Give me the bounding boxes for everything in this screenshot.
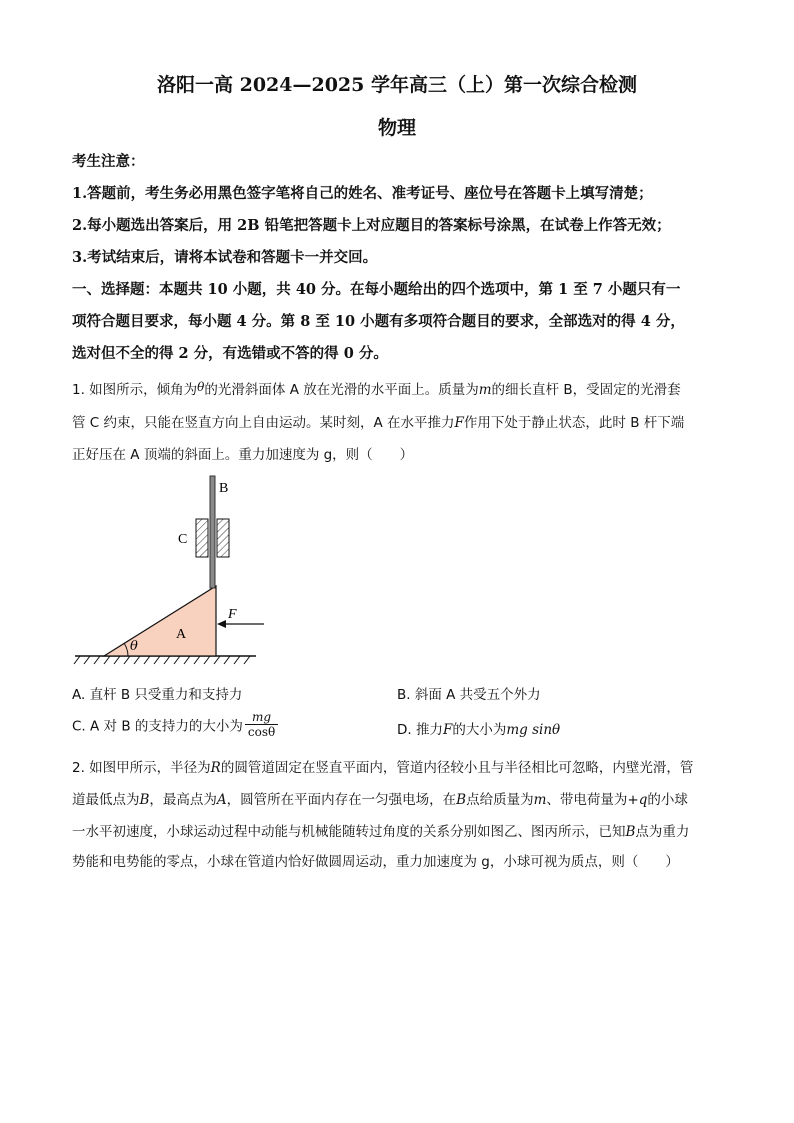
notice-heading: 考生注意： bbox=[72, 153, 145, 170]
section-intro-line-2: 项符合题目要求，每小题 4 分。第 8 至 10 小题有多项符合题目的要求，全部选对的得 4 分， bbox=[72, 313, 685, 330]
q1-figure bbox=[72, 472, 272, 668]
wedge-a-label: A bbox=[176, 627, 187, 642]
sleeve-c-left bbox=[196, 519, 208, 557]
section-intro-line-1: 一、选择题：本题共 10 小题，共 40 分。在每小题给出的四个选项中，第 1 至 7 小题只有一 bbox=[72, 281, 681, 298]
q1-option-c: C. A 对 B 的支持力的大小为 $\frac{mg}{\cos\theta}$ bbox=[72, 710, 278, 739]
q1-stem-line-3: 正好压在 A 顶端的斜面上。重力加速度为 g，则（ ） bbox=[72, 447, 414, 463]
q1-option-b: B. 斜面 A 共受五个外力 bbox=[397, 687, 541, 703]
q1-stem-line-2: 管 C 约束，只能在竖直方向上自由运动。某时刻，A 在水平推力F作用下处于静止状态，此时 B 杆下端 bbox=[72, 415, 685, 431]
notice-item-3: 3.考试结束后，请将本试卷和答题卡一并交回。 bbox=[72, 249, 378, 266]
theta-label: θ bbox=[130, 639, 138, 654]
ground-hatch bbox=[74, 656, 250, 664]
sleeve-c-right bbox=[217, 519, 229, 557]
force-f-arrowhead bbox=[217, 620, 226, 628]
q2-stem-line-1: 2. 如图甲所示，半径为R的圆管道固定在竖直平面内，管道内径较小且与半径相比可忽略，内壁光滑，管 bbox=[72, 760, 694, 776]
q2-stem-line-3: 一水平初速度，小球运动过程中动能与机械能随转过角度的关系分别如图乙、图丙所示，已知B点为重力 bbox=[72, 824, 690, 840]
force-f-label: F bbox=[228, 607, 237, 622]
q1-option-c-fraction: $\frac{mg}{\cos\theta}$ bbox=[245, 710, 278, 739]
exam-title: 洛阳一高 2024—2025 学年高三（上）第一次综合检测 bbox=[157, 74, 637, 96]
rod-b-label: B bbox=[219, 481, 229, 496]
q1-stem-line-1: 1. 如图所示，倾角为θ的光滑斜面体 A 放在光滑的水平面上。质量为m的细长直杆 B，受固定的光滑套 bbox=[72, 380, 681, 398]
section-intro-line-3: 选对但不全的得 2 分，有选错或不答的得 0 分。 bbox=[72, 345, 388, 362]
q1-option-a: A. 直杆 B 只受重力和支持力 bbox=[72, 687, 243, 703]
rod-b bbox=[210, 476, 215, 588]
notice-item-2: 2.每小题选出答案后，用 2B 铅笔把答题卡上对应题目的答案标号涂黑，在试卷上作答无效； bbox=[72, 217, 671, 234]
q2-stem-line-2: 道最低点为B，最高点为A，圆管所在平面内存在一匀强电场，在B点给质量为m、带电荷量为+q的小球 bbox=[72, 792, 688, 808]
sleeve-c-label: C bbox=[178, 532, 188, 547]
wedge-a bbox=[104, 586, 216, 656]
subject-title: 物理 bbox=[377, 117, 416, 139]
q2-stem-line-4: 势能和电势能的零点，小球在管道内恰好做圆周运动，重力加速度为 g，小球可视为质点，则（ ） bbox=[72, 854, 679, 870]
q1-option-d: D. 推力F的大小为mg sinθ bbox=[397, 722, 561, 738]
notice-item-1: 1.答题前，考生务必用黑色签字笔将自己的姓名、准考证号、座位号在答题卡上填写清楚； bbox=[72, 185, 653, 202]
